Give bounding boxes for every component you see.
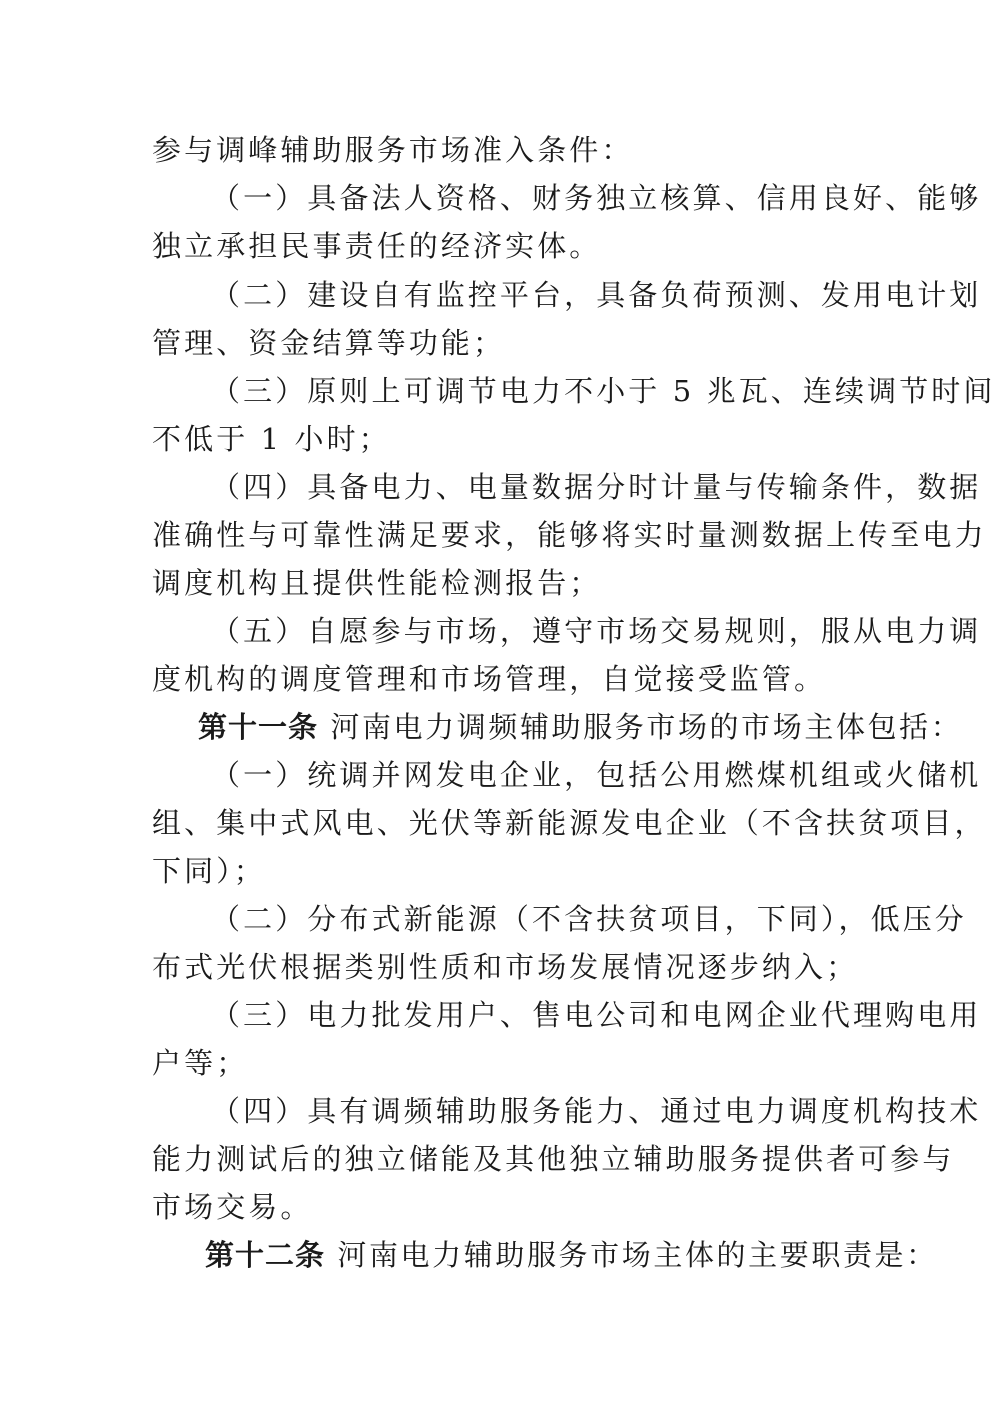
paragraph-line: 参与调峰辅助服务市场准入条件：	[152, 133, 634, 167]
paragraph-line: （四）具有调频辅助服务能力、通过电力调度机构技术	[211, 1094, 982, 1128]
paragraph-line: （三）原则上可调节电力不小于 5 兆瓦、连续调节时间	[211, 374, 996, 408]
article-12-text: 河南电力辅助服务市场主体的主要职责是：	[337, 1238, 938, 1272]
article-11-heading: 第十一条	[198, 710, 319, 744]
paragraph-line: （三）电力批发用户、售电公司和电网企业代理购电用	[211, 998, 982, 1032]
paragraph-line: （一）具备法人资格、财务独立核算、信用良好、能够	[211, 181, 982, 215]
paragraph-line: （一）统调并网发电企业，包括公用燃煤机组或火储机	[211, 758, 982, 792]
paragraph-line: 户等；	[152, 1046, 249, 1080]
paragraph-line: 独立承担民事责任的经济实体。	[152, 229, 602, 263]
paragraph-line: （二）建设自有监控平台，具备负荷预测、发用电计划	[211, 278, 982, 312]
paragraph-line: 度机构的调度管理和市场管理，自觉接受监管。	[152, 662, 827, 696]
paragraph-line: 调度机构且提供性能检测报告；	[152, 566, 602, 600]
paragraph-line: （四）具备电力、电量数据分时计量与传输条件，数据	[211, 470, 982, 504]
paragraph-line: 下同）；	[152, 854, 266, 888]
article-11-line	[198, 707, 962, 747]
paragraph-line: 组、集中式风电、光伏等新能源发电企业（不含扶贫项目，	[152, 806, 987, 840]
paragraph-line: 布式光伏根据类别性质和市场发展情况逐步纳入；	[152, 950, 859, 984]
paragraph-line: （二）分布式新能源（不含扶贫项目，下同），低压分	[211, 902, 967, 936]
paragraph-line: 市场交易。	[152, 1190, 313, 1224]
paragraph-line: 不低于 1 小时；	[152, 422, 391, 456]
paragraph-line: 准确性与可靠性满足要求，能够将实时量测数据上传至电力	[152, 518, 987, 552]
article-12-line	[205, 1235, 938, 1275]
paragraph-line: 能力测试后的独立储能及其他独立辅助服务提供者可参与	[152, 1142, 955, 1176]
paragraph-line: （五）自愿参与市场，遵守市场交易规则，服从电力调	[211, 614, 982, 648]
paragraph-line: 管理、资金结算等功能；	[152, 326, 506, 360]
article-12-heading: 第十二条	[205, 1238, 326, 1272]
article-11-text: 河南电力调频辅助服务市场的市场主体包括：	[330, 710, 963, 744]
